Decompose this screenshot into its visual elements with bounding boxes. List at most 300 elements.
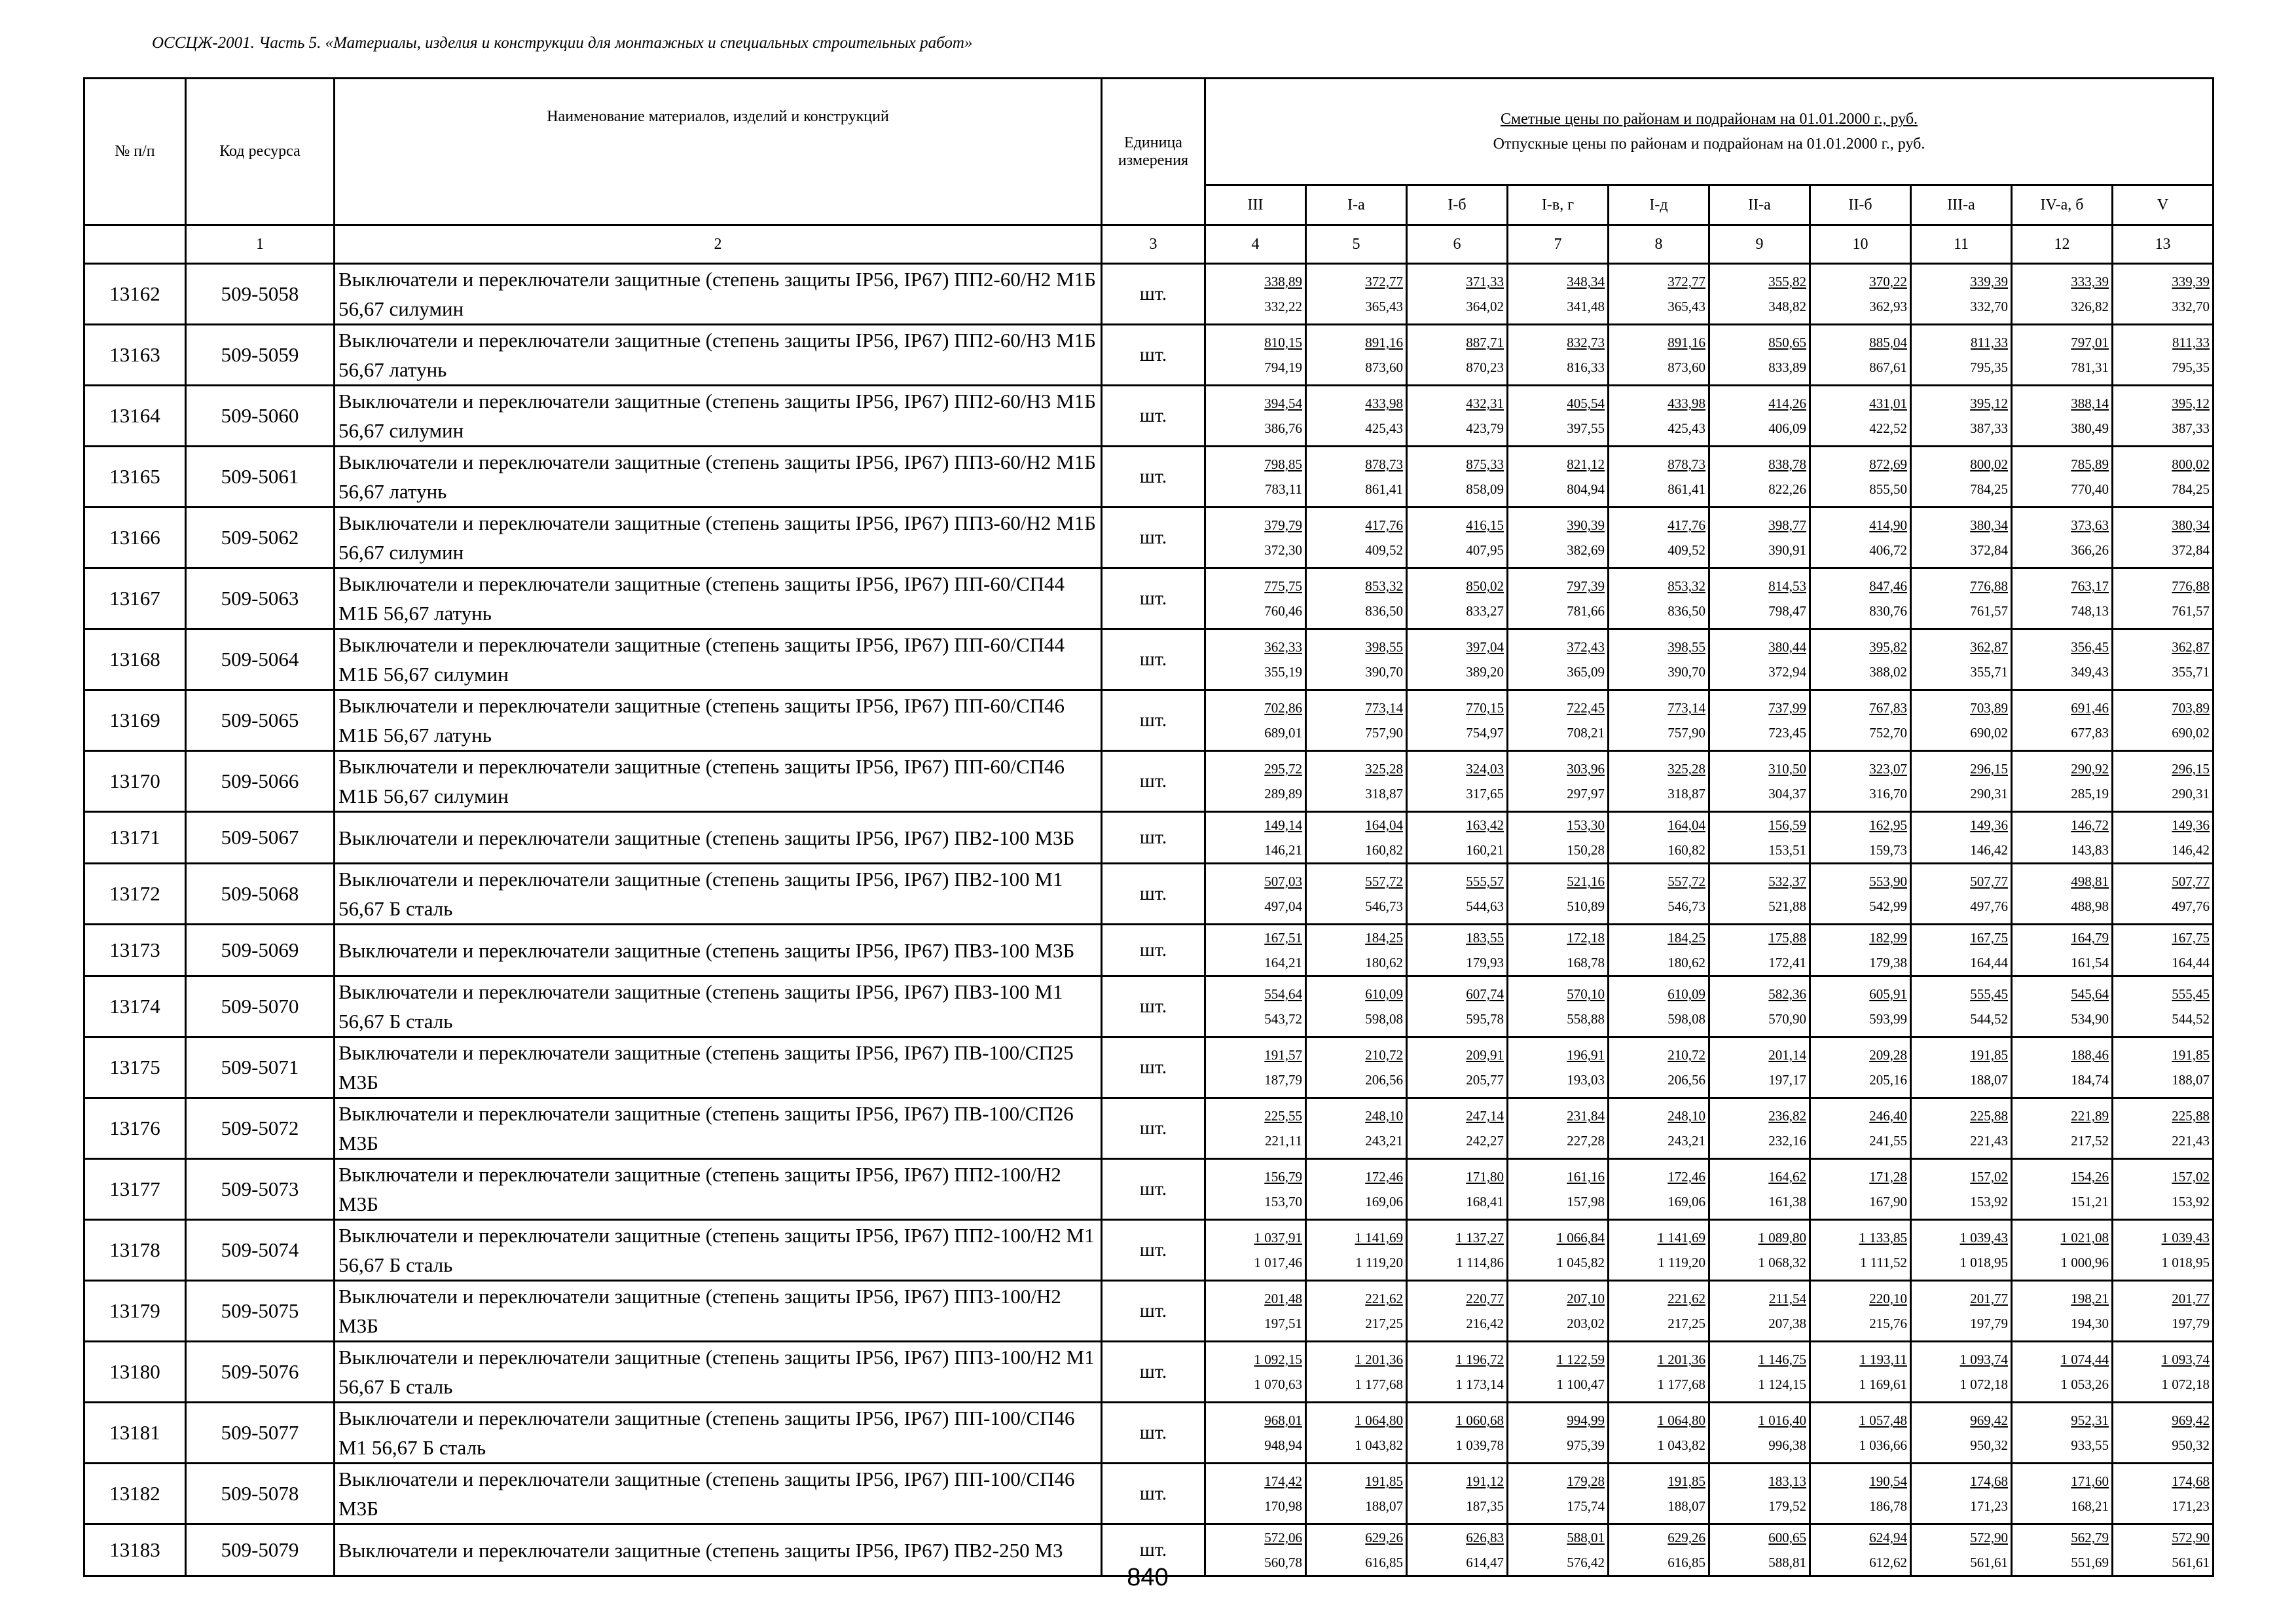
price-cell [1306, 976, 1407, 1037]
price-cell [1810, 386, 1911, 447]
estimate-price: 355,82 [1768, 274, 1806, 289]
estimate-price: 1 201,36 [1657, 1352, 1705, 1367]
row-number: 13171 [84, 812, 186, 864]
estimate-price: 164,04 [1667, 817, 1705, 833]
estimate-price: 600,65 [1768, 1530, 1806, 1545]
estimate-price: 191,12 [1466, 1473, 1504, 1489]
table-row [84, 1159, 2214, 1220]
estimate-price: 174,42 [1264, 1473, 1302, 1489]
item-name: Выключатели и переключатели защитные (степень защиты IP56, IP67) ПП-60/СП44 М1Б 56,67 латунь [335, 568, 1102, 629]
price-cell [1205, 1403, 1306, 1464]
unit-of-measure: шт. [1102, 629, 1205, 690]
wholesale-price: 289,89 [1264, 786, 1302, 802]
estimate-price: 776,88 [1970, 578, 2008, 594]
price-cell [1609, 447, 1709, 507]
price-cell [1306, 264, 1407, 325]
wholesale-price: 406,72 [1869, 542, 1907, 558]
item-name: Выключатели и переключатели защитные (степень защиты IP56, IP67) ПП-100/СП46 М1 56,67 Б сталь [335, 1403, 1102, 1464]
estimate-price: 994,99 [1567, 1412, 1605, 1428]
price-cell [1508, 1281, 1609, 1342]
estimate-price: 878,73 [1365, 456, 1403, 472]
estimate-price: 703,89 [1970, 700, 2008, 716]
estimate-price: 572,90 [1970, 1530, 2008, 1545]
resource-code: 509-5071 [186, 1037, 335, 1098]
wholesale-price: 593,99 [1869, 1011, 1907, 1027]
wholesale-price: 332,70 [2172, 299, 2210, 314]
wholesale-price: 546,73 [1667, 898, 1705, 914]
estimate-price: 303,96 [1567, 761, 1605, 777]
estimate-price: 416,15 [1466, 517, 1504, 533]
estimate-price: 763,17 [2071, 578, 2109, 594]
estimate-price: 1 057,48 [1859, 1412, 1907, 1428]
estimate-price: 1 060,68 [1455, 1412, 1504, 1428]
estimate-price: 821,12 [1567, 456, 1605, 472]
price-cell [1407, 264, 1508, 325]
wholesale-price: 168,21 [2071, 1498, 2109, 1514]
price-cell [1609, 629, 1709, 690]
estimate-price: 191,85 [2172, 1047, 2210, 1063]
wholesale-price: 1 119,20 [1658, 1255, 1705, 1270]
item-name: Выключатели и переключатели защитные (степень защиты IP56, IP67) ПП2-60/Н3 М1Б 56,67 латунь [335, 325, 1102, 386]
wholesale-price: 188,07 [1970, 1072, 2008, 1088]
estimate-price: 191,85 [1667, 1473, 1705, 1489]
price-cell [2012, 1098, 2113, 1159]
price-cell [2012, 1159, 2113, 1220]
estimate-price: 1 137,27 [1455, 1230, 1504, 1246]
wholesale-price: 221,43 [1970, 1133, 2008, 1149]
wholesale-price: 521,88 [1768, 898, 1806, 914]
header-prices-wholesale: Отпускные цены по районам и подрайонам на 01.01.2000 г., руб. [1493, 136, 1925, 153]
price-cell [1508, 1037, 1609, 1098]
estimate-price: 201,77 [2172, 1291, 2210, 1306]
wholesale-price: 861,41 [1667, 481, 1705, 497]
price-cell [2113, 751, 2214, 812]
price-cell [1407, 1403, 1508, 1464]
price-cell [1205, 690, 1306, 751]
price-cell [1306, 325, 1407, 386]
estimate-price: 221,89 [2071, 1108, 2109, 1124]
wholesale-price: 349,43 [2071, 664, 2109, 680]
wholesale-price: 227,28 [1567, 1133, 1605, 1149]
wholesale-price: 784,25 [1970, 481, 2008, 497]
header-name: Наименование материалов, изделий и конструкций [335, 79, 1102, 225]
wholesale-price: 689,01 [1264, 725, 1302, 741]
table-body [84, 264, 2214, 1576]
estimate-price: 1 021,08 [2060, 1230, 2109, 1246]
estimate-price: 323,07 [1869, 761, 1907, 777]
wholesale-price: 194,30 [2071, 1316, 2109, 1331]
item-name: Выключатели и переключатели защитные (степень защиты IP56, IP67) ПВ2-100 М3Б [335, 812, 1102, 864]
price-cell [1810, 325, 1911, 386]
estimate-price: 171,28 [1869, 1169, 1907, 1185]
estimate-price: 220,10 [1869, 1291, 1907, 1306]
wholesale-price: 510,89 [1567, 898, 1605, 914]
price-cell [1407, 1342, 1508, 1403]
estimate-price: 811,33 [1971, 335, 2008, 350]
estimate-price: 1 037,91 [1254, 1230, 1302, 1246]
wholesale-price: 317,65 [1466, 786, 1504, 802]
resource-code: 509-5069 [186, 925, 335, 976]
wholesale-price: 172,41 [1768, 955, 1806, 970]
price-cell [1407, 925, 1508, 976]
estimate-price: 507,03 [1264, 874, 1302, 889]
unit-of-measure: шт. [1102, 1342, 1205, 1403]
table-row [84, 1098, 2214, 1159]
item-name: Выключатели и переключатели защитные (степень защиты IP56, IP67) ПВ2-250 М3 [335, 1524, 1102, 1576]
column-number: 11 [1911, 225, 2012, 264]
estimate-price: 629,26 [1365, 1530, 1403, 1545]
wholesale-price: 364,02 [1466, 299, 1504, 314]
wholesale-price: 390,91 [1768, 542, 1806, 558]
wholesale-price: 180,62 [1667, 955, 1705, 970]
wholesale-price: 197,17 [1768, 1072, 1806, 1088]
row-number: 13178 [84, 1220, 186, 1281]
price-cell [1709, 864, 1810, 925]
wholesale-price: 297,97 [1567, 786, 1605, 802]
wholesale-price: 798,47 [1768, 603, 1806, 619]
wholesale-price: 397,55 [1567, 420, 1605, 436]
price-cell [2113, 690, 2214, 751]
price-cell [1810, 1524, 1911, 1576]
unit-of-measure: шт. [1102, 690, 1205, 751]
wholesale-price: 169,06 [1365, 1194, 1403, 1209]
wholesale-price: 407,95 [1466, 542, 1504, 558]
table-row [84, 1403, 2214, 1464]
estimate-price: 154,26 [2071, 1169, 2109, 1185]
wholesale-price: 187,79 [1264, 1072, 1302, 1088]
wholesale-price: 544,52 [2172, 1011, 2210, 1027]
unit-of-measure: шт. [1102, 1281, 1205, 1342]
estimate-price: 891,16 [1667, 335, 1705, 350]
wholesale-price: 757,90 [1365, 725, 1403, 741]
wholesale-price: 184,74 [2071, 1072, 2109, 1088]
estimate-price: 572,06 [1264, 1530, 1302, 1545]
estimate-price: 770,15 [1466, 700, 1504, 716]
wholesale-price: 171,23 [2172, 1498, 2210, 1514]
estimate-price: 174,68 [1970, 1473, 2008, 1489]
row-number: 13177 [84, 1159, 186, 1220]
wholesale-price: 1 045,82 [1556, 1255, 1605, 1270]
estimate-price: 545,64 [2071, 986, 2109, 1002]
table-row [84, 1342, 2214, 1403]
estimate-price: 390,39 [1567, 517, 1605, 533]
wholesale-price: 355,71 [2172, 664, 2210, 680]
price-cell [1911, 751, 2012, 812]
row-number: 13169 [84, 690, 186, 751]
estimate-price: 629,26 [1667, 1530, 1705, 1545]
price-cell [1609, 812, 1709, 864]
price-cell [2113, 1342, 2214, 1403]
price-cell [1709, 264, 1810, 325]
wholesale-price: 153,92 [2172, 1194, 2210, 1209]
estimate-price: 785,89 [2071, 456, 2109, 472]
wholesale-price: 1 119,20 [1355, 1255, 1403, 1270]
price-cell [1508, 629, 1609, 690]
estimate-price: 339,39 [2172, 274, 2210, 289]
wholesale-price: 150,28 [1567, 842, 1605, 858]
row-number: 13167 [84, 568, 186, 629]
wholesale-price: 1 053,26 [2060, 1376, 2109, 1392]
row-number: 13182 [84, 1464, 186, 1524]
region-header: I-б [1407, 185, 1508, 225]
price-cell [1508, 1220, 1609, 1281]
wholesale-price: 690,02 [2172, 725, 2210, 741]
wholesale-price: 544,63 [1466, 898, 1504, 914]
wholesale-price: 188,07 [1667, 1498, 1705, 1514]
estimate-price: 372,77 [1667, 274, 1705, 289]
resource-code: 509-5070 [186, 976, 335, 1037]
row-number: 13168 [84, 629, 186, 690]
estimate-price: 853,32 [1667, 578, 1705, 594]
wholesale-price: 1 072,18 [2161, 1376, 2210, 1392]
wholesale-price: 1 100,47 [1556, 1376, 1605, 1392]
estimate-price: 832,73 [1567, 335, 1605, 350]
estimate-price: 172,46 [1667, 1169, 1705, 1185]
wholesale-price: 544,52 [1970, 1011, 2008, 1027]
estimate-price: 1 064,80 [1657, 1412, 1705, 1428]
column-number: 1 [186, 225, 335, 264]
estimate-price: 814,53 [1768, 578, 1806, 594]
estimate-price: 201,77 [1970, 1291, 2008, 1306]
estimate-price: 190,54 [1869, 1473, 1907, 1489]
estimate-price: 394,54 [1264, 396, 1302, 411]
region-header: II-б [1810, 185, 1911, 225]
estimate-price: 211,54 [1769, 1291, 1806, 1306]
resource-code: 509-5060 [186, 386, 335, 447]
estimate-price: 414,90 [1869, 517, 1907, 533]
wholesale-price: 167,90 [1869, 1194, 1907, 1209]
estimate-price: 722,45 [1567, 700, 1605, 716]
header-num: № п/п [84, 79, 186, 225]
estimate-price: 1 141,69 [1657, 1230, 1705, 1246]
price-cell [2113, 1220, 2214, 1281]
wholesale-price: 614,47 [1466, 1555, 1504, 1570]
wholesale-price: 341,48 [1567, 299, 1605, 314]
price-cell [1306, 1342, 1407, 1403]
price-cell [1205, 386, 1306, 447]
estimate-price: 196,91 [1567, 1047, 1605, 1063]
price-cell [1407, 568, 1508, 629]
resource-code: 509-5073 [186, 1159, 335, 1220]
wholesale-price: 355,71 [1970, 664, 2008, 680]
price-cell [1508, 264, 1609, 325]
price-cell [1407, 1037, 1508, 1098]
price-cell [1810, 568, 1911, 629]
price-cell [1709, 812, 1810, 864]
region-header: I-д [1609, 185, 1709, 225]
wholesale-price: 390,70 [1667, 664, 1705, 680]
estimate-price: 878,73 [1667, 456, 1705, 472]
wholesale-price: 1 072,18 [1959, 1376, 2008, 1392]
price-cell [2012, 325, 2113, 386]
wholesale-price: 366,26 [2071, 542, 2109, 558]
estimate-price: 167,75 [2172, 930, 2210, 946]
wholesale-price: 175,74 [1567, 1498, 1605, 1514]
wholesale-price: 1 018,95 [1959, 1255, 2008, 1270]
estimate-price: 246,40 [1869, 1108, 1907, 1124]
item-name: Выключатели и переключатели защитные (степень защиты IP56, IP67) ПП-100/СП46 М3Б [335, 1464, 1102, 1524]
table-row [84, 264, 2214, 325]
estimate-price: 498,81 [2071, 874, 2109, 889]
wholesale-price: 723,45 [1768, 725, 1806, 741]
wholesale-price: 598,08 [1667, 1011, 1705, 1027]
row-number: 13181 [84, 1403, 186, 1464]
unit-of-measure: шт. [1102, 507, 1205, 568]
column-number-blank [84, 225, 186, 264]
item-name: Выключатели и переключатели защитные (степень защиты IP56, IP67) ПП3-60/Н2 М1Б 56,67 латунь [335, 447, 1102, 507]
wholesale-price: 822,26 [1768, 481, 1806, 497]
price-cell [1709, 1037, 1810, 1098]
estimate-price: 507,77 [1970, 874, 2008, 889]
resource-code: 509-5068 [186, 864, 335, 925]
header-unit: Единица измерения [1102, 79, 1205, 225]
unit-of-measure: шт. [1102, 264, 1205, 325]
table-row [84, 976, 2214, 1037]
price-cell [1810, 751, 1911, 812]
wholesale-price: 197,51 [1264, 1316, 1302, 1331]
price-cell [1205, 1098, 1306, 1159]
estimate-price: 172,46 [1365, 1169, 1403, 1185]
price-cell [1407, 1159, 1508, 1220]
price-cell [1810, 976, 1911, 1037]
item-name: Выключатели и переключатели защитные (степень защиты IP56, IP67) ПП-60/СП46 М1Б 56,67 силумин [335, 751, 1102, 812]
estimate-price: 1 074,44 [2060, 1352, 2109, 1367]
table-row [84, 690, 2214, 751]
wholesale-price: 143,83 [2071, 842, 2109, 858]
estimate-price: 220,77 [1466, 1291, 1504, 1306]
price-cell [1609, 386, 1709, 447]
estimate-price: 248,10 [1365, 1108, 1403, 1124]
estimate-price: 210,72 [1365, 1047, 1403, 1063]
estimate-price: 175,88 [1768, 930, 1806, 946]
wholesale-price: 497,04 [1264, 898, 1302, 914]
price-cell [1205, 812, 1306, 864]
wholesale-price: 382,69 [1567, 542, 1605, 558]
price-cell [1508, 568, 1609, 629]
estimate-price: 562,79 [2071, 1530, 2109, 1545]
price-cell [2113, 1037, 2214, 1098]
estimate-price: 325,28 [1365, 761, 1403, 777]
estimate-price: 1 193,11 [1859, 1352, 1907, 1367]
wholesale-price: 975,39 [1567, 1437, 1605, 1453]
wholesale-price: 690,02 [1970, 725, 2008, 741]
estimate-price: 555,45 [1970, 986, 2008, 1002]
estimate-price: 310,50 [1768, 761, 1806, 777]
header-code: Код ресурса [186, 79, 335, 225]
resource-code: 509-5067 [186, 812, 335, 864]
row-number: 13170 [84, 751, 186, 812]
price-cell [1911, 812, 2012, 864]
wholesale-price: 770,40 [2071, 481, 2109, 497]
row-number: 13179 [84, 1281, 186, 1342]
wholesale-price: 372,94 [1768, 664, 1806, 680]
price-cell [1205, 751, 1306, 812]
price-cell [1407, 1220, 1508, 1281]
estimate-price: 167,51 [1264, 930, 1302, 946]
wholesale-price: 160,82 [1667, 842, 1705, 858]
wholesale-price: 290,31 [1970, 786, 2008, 802]
wholesale-price: 795,35 [1970, 360, 2008, 375]
wholesale-price: 241,55 [1869, 1133, 1907, 1149]
page-number: 840 [1127, 1564, 1169, 1591]
wholesale-price: 146,42 [2172, 842, 2210, 858]
estimate-price: 398,77 [1768, 517, 1806, 533]
wholesale-price: 761,57 [2172, 603, 2210, 619]
item-name: Выключатели и переключатели защитные (степень защиты IP56, IP67) ПВ3-100 М3Б [335, 925, 1102, 976]
price-cell [1407, 507, 1508, 568]
estimate-price: 397,04 [1466, 639, 1504, 655]
price-cell [2012, 751, 2113, 812]
wholesale-price: 836,50 [1667, 603, 1705, 619]
price-cell [1810, 1403, 1911, 1464]
price-cell [1407, 864, 1508, 925]
resource-code: 509-5076 [186, 1342, 335, 1403]
item-name: Выключатели и переключатели защитные (степень защиты IP56, IP67) ПП3-100/Н2 М3Б [335, 1281, 1102, 1342]
price-cell [1911, 386, 2012, 447]
table-row [84, 568, 2214, 629]
wholesale-price: 217,52 [2071, 1133, 2109, 1149]
wholesale-price: 186,78 [1869, 1498, 1907, 1514]
price-cell [1911, 1464, 2012, 1524]
item-name: Выключатели и переключатели защитные (степень защиты IP56, IP67) ПП2-60/Н2 М1Б 56,67 силумин [335, 264, 1102, 325]
estimate-price: 395,12 [1970, 396, 2008, 411]
price-cell [1609, 864, 1709, 925]
wholesale-price: 365,43 [1365, 299, 1403, 314]
estimate-price: 161,16 [1567, 1169, 1605, 1185]
estimate-price: 209,28 [1869, 1047, 1907, 1063]
estimate-price: 191,85 [1365, 1473, 1403, 1489]
column-number: 2 [335, 225, 1102, 264]
price-cell [1609, 568, 1709, 629]
estimate-price: 838,78 [1768, 456, 1806, 472]
price-cell [1911, 925, 2012, 976]
estimate-price: 1 196,72 [1455, 1352, 1504, 1367]
wholesale-price: 348,82 [1768, 299, 1806, 314]
wholesale-price: 304,37 [1768, 786, 1806, 802]
estimate-price: 737,99 [1768, 700, 1806, 716]
estimate-price: 557,72 [1667, 874, 1705, 889]
wholesale-price: 187,35 [1466, 1498, 1504, 1514]
estimate-price: 1 089,80 [1758, 1230, 1806, 1246]
item-name: Выключатели и переключатели защитные (степень защиты IP56, IP67) ПП3-60/Н2 М1Б 56,67 силумин [335, 507, 1102, 568]
wholesale-price: 833,89 [1768, 360, 1806, 375]
price-cell [1508, 1524, 1609, 1576]
table-row [84, 325, 2214, 386]
wholesale-price: 761,57 [1970, 603, 2008, 619]
wholesale-price: 1 043,82 [1657, 1437, 1705, 1453]
price-cell [1709, 751, 1810, 812]
wholesale-price: 171,23 [1970, 1498, 2008, 1514]
estimate-price: 624,94 [1869, 1530, 1907, 1545]
estimate-price: 149,14 [1264, 817, 1302, 833]
estimate-price: 236,82 [1768, 1108, 1806, 1124]
unit-of-measure: шт. [1102, 751, 1205, 812]
estimate-price: 171,80 [1466, 1169, 1504, 1185]
price-cell [1609, 1524, 1709, 1576]
estimate-price: 198,21 [2071, 1291, 2109, 1306]
wholesale-price: 794,19 [1264, 360, 1302, 375]
price-cell [1609, 264, 1709, 325]
row-number: 13172 [84, 864, 186, 925]
wholesale-price: 1 043,82 [1355, 1437, 1403, 1453]
estimate-price: 433,98 [1667, 396, 1705, 411]
estimate-price: 968,01 [1264, 1412, 1302, 1428]
column-number: 6 [1407, 225, 1508, 264]
unit-of-measure: шт. [1102, 386, 1205, 447]
wholesale-price: 558,88 [1567, 1011, 1605, 1027]
estimate-price: 373,63 [2071, 517, 2109, 533]
row-number: 13183 [84, 1524, 186, 1576]
